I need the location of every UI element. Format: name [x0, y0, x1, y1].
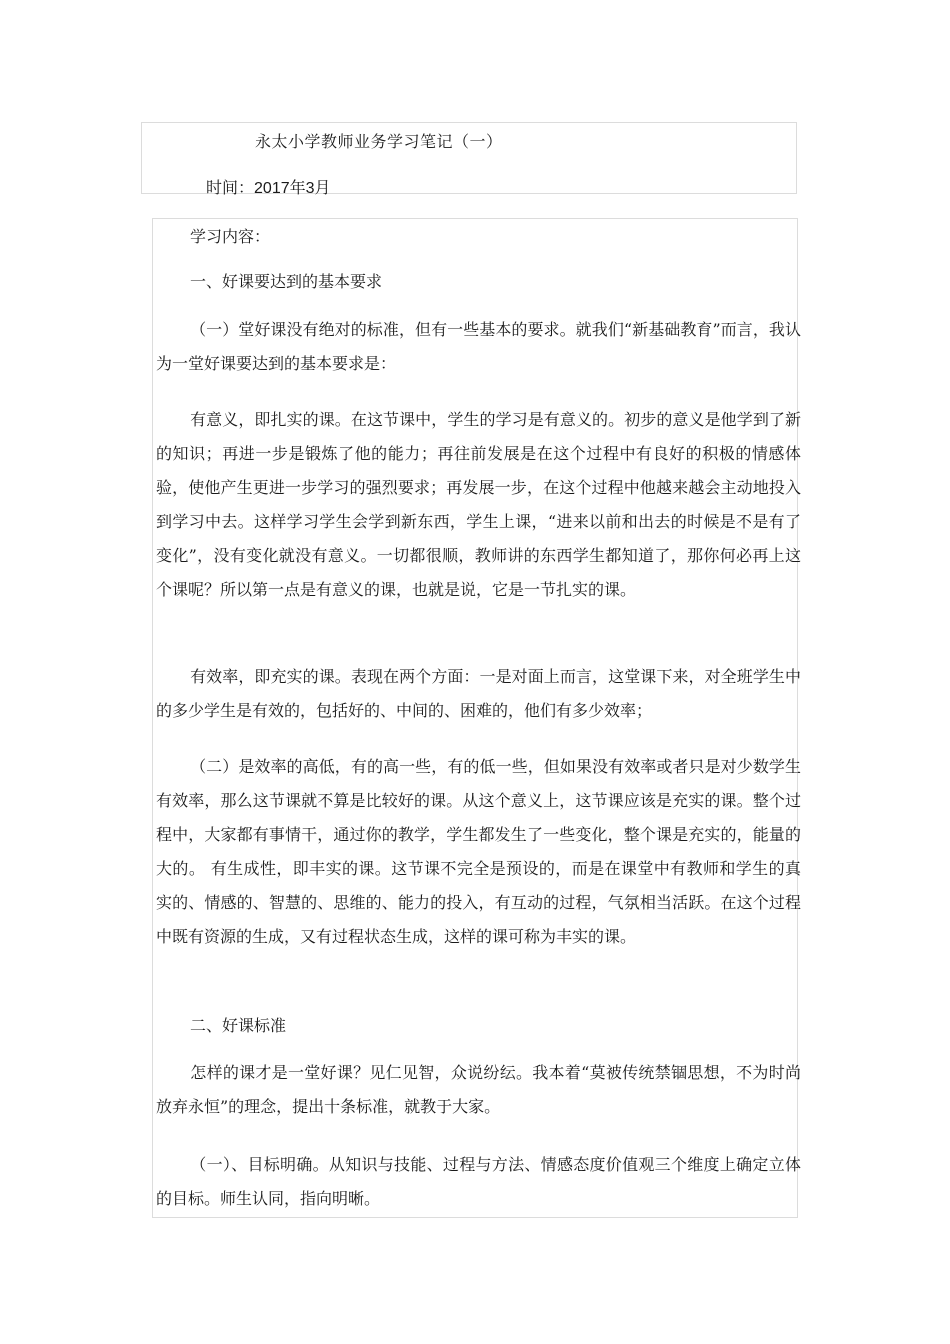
- paragraph-5-text: 怎样的课才是一堂好课？见仁见智，众说纷纭。我本着“莫被传统禁锢思想，不为时尚放弃永恒”的理念，提出十条标准，就教于大家。: [156, 1063, 801, 1116]
- date-label: 时间：: [206, 178, 255, 197]
- date-year: 2017: [254, 180, 290, 197]
- section2-heading: 二、好课标准: [190, 1016, 287, 1035]
- study-label: 学习内容：: [190, 227, 271, 246]
- paragraph-3-text: 有效率，即充实的课。表现在两个方面：一是对面上而言，这堂课下来，对全班学生中的多少学生是有效的，包括好的、中间的、困难的，他们有多少效率；: [156, 667, 801, 720]
- date-year-suffix: 年: [289, 178, 306, 197]
- paragraph-3: [156, 660, 801, 728]
- paragraph-2: [156, 403, 801, 607]
- paragraph-5: [156, 1056, 801, 1124]
- paragraph-2-text: 有意义，即扎实的课。在这节课中，学生的学习是有意义的。初步的意义是他学到了新的知识；再进一步是锻炼了他的能力；再往前发展是在这个过程中有良好的积极的情感体验，使他产生更进一步学习的强烈要求；再发展一步，在这个过程中他越来越会主动地投入到学习中去。这样学习学生会学到新东西，学生上课，“进来以前和出去的时候是不是有了变化”，没有变化就没有意义。一切都很顺，教师讲的东西学生都知道了，那你何必再上这个课呢？所以第一点是有意义的课，也就是说，它是一节扎实的课。: [156, 410, 801, 599]
- date-month: 3: [305, 180, 315, 197]
- study-label-paragraph: [156, 220, 801, 254]
- paragraph-4: [156, 750, 801, 954]
- date-line: [206, 175, 331, 198]
- paragraph-1-text: （一）堂好课没有绝对的标准，但有一些基本的要求。就我们“新基础教育”而言，我认为一堂好课要达到的基本要求是：: [156, 320, 801, 373]
- section1-heading: 一、好课要达到的基本要求: [190, 272, 383, 291]
- paragraph-4-text: （二）是效率的高低，有的高一些，有的低一些，但如果没有效率或者只是对少数学生有效率，那么这节课就不算是比较好的课。从这个意义上，这节课应该是充实的课。整个过程中，大家都有事情干，通过你的教学，学生都发生了一些变化，整个课是充实的，能量的大的。 有生成性，即丰实的课。这节课不完全是预设的，而是在课堂中有教师和学生的真实的、情感的、智慧的、思维的、能力的投入，有互动的过程，气氛相当活跃。在这个过程中既有资源的生成，又有过程状态生成，这样的课可称为丰实的课。: [156, 757, 801, 946]
- section1-heading-paragraph: [156, 265, 801, 299]
- paragraph-6: [156, 1148, 801, 1216]
- paragraph-6-text: （一）、目标明确。从知识与技能、过程与方法、情感态度价值观三个维度上确定立体的目标。师生认同，指向明晰。: [156, 1155, 801, 1208]
- section2-heading-paragraph: [156, 1009, 801, 1043]
- date-month-suffix: 月: [314, 178, 331, 197]
- paragraph-1: [156, 313, 801, 381]
- document-title: 永太小学教师业务学习笔记（一）: [255, 132, 503, 151]
